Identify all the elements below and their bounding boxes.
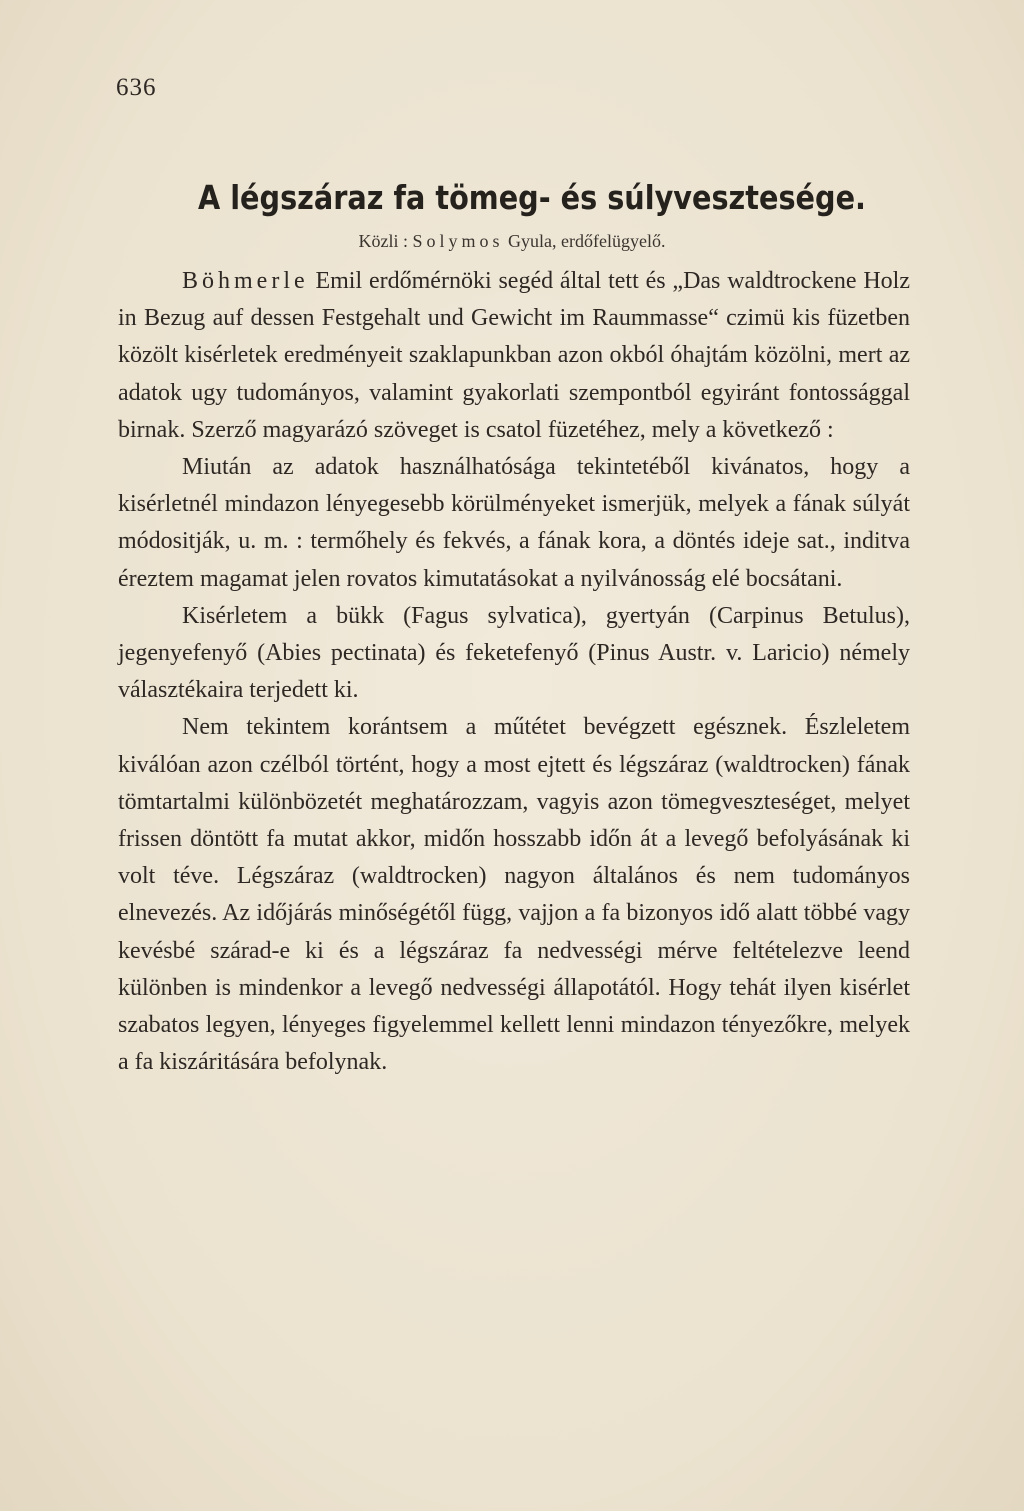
spaced-name: Böhmerle	[182, 268, 309, 294]
byline	[0, 231, 1024, 252]
paragraph	[118, 263, 910, 449]
page-number: 636	[116, 74, 157, 101]
paragraph	[118, 449, 910, 598]
paragraph-text: Nem tekintem korántsem a műtétet bevégzett egésznek. Észleletem kiválóan azon czélból történt, hogy a most ejtett és légszáraz (waldtrocken) fának tömtartalmi különbözetét meghatározzam, vagyis azon tömegveszteséget, melyet frissen döntött fa mutat akkor, midőn hosszabb időn át a levegő befolyásának ki volt téve. Légszáraz (waldtrocken) nagyon általános és nem tudományos elnevezés. Az időjárás minőségétől függ, vajjon a fa bizonyos idő alatt többé vagy kevésbé szárad-e ki és a légszáraz fa nedvességi mérve feltételezve leend különben is mindenkor a levegő nedvességi állapotától. Hogy tehát ilyen kisérlet szabatos legyen, lényeges figyelemmel kellett lenni mindazon tényezőkre, melyek a fa kiszáritására befolynak.	[118, 714, 910, 1076]
article-title: A légszáraz fa tömeg- és súlyvesztesége.	[198, 178, 866, 217]
article-body	[118, 263, 910, 1081]
paragraph-text: Kisérletem a bükk (Fagus sylvatica), gyertyán (Carpinus Betulus), jegenyefenyő (Abies pectinata) és feketefenyő (Pinus Austr. v. Laricio) némely választékaira terjedett ki.	[118, 602, 910, 704]
paragraph	[118, 598, 910, 710]
byline-author: Solymos	[412, 231, 504, 251]
paragraph	[118, 709, 910, 1081]
byline-prefix: Közli :	[358, 231, 408, 251]
paragraph-text: Miután az adatok használhatósága tekintetéből kivánatos, hogy a kisérletnél mindazon lényegesebb körülményeket ismerjük, melyek a fának súlyát módositják, u. m. : termőhely és fekvés, a fának kora, a döntés ideje sat., inditva éreztem magamat jelen rovatos kimutatásokat a nyilvánosság elé bocsátani.	[118, 454, 910, 592]
byline-suffix: Gyula, erdőfelügyelő.	[508, 231, 666, 251]
paragraph-text: Emil erdőmérnöki segéd által tett és „Das waldtrockene Holz in Bezug auf dessen Festgehalt und Gewicht im Raummasse“ czimü kis füzetben közölt kisérletek eredményeit szaklapunkban azon okból óhajtám közölni, mert az adatok ugy tudományos, valamint gyakorlati szempontból egyiránt fontossággal birnak. Szerző magyarázó szöveget is csatol füzetéhez, mely a következő :	[118, 268, 910, 443]
